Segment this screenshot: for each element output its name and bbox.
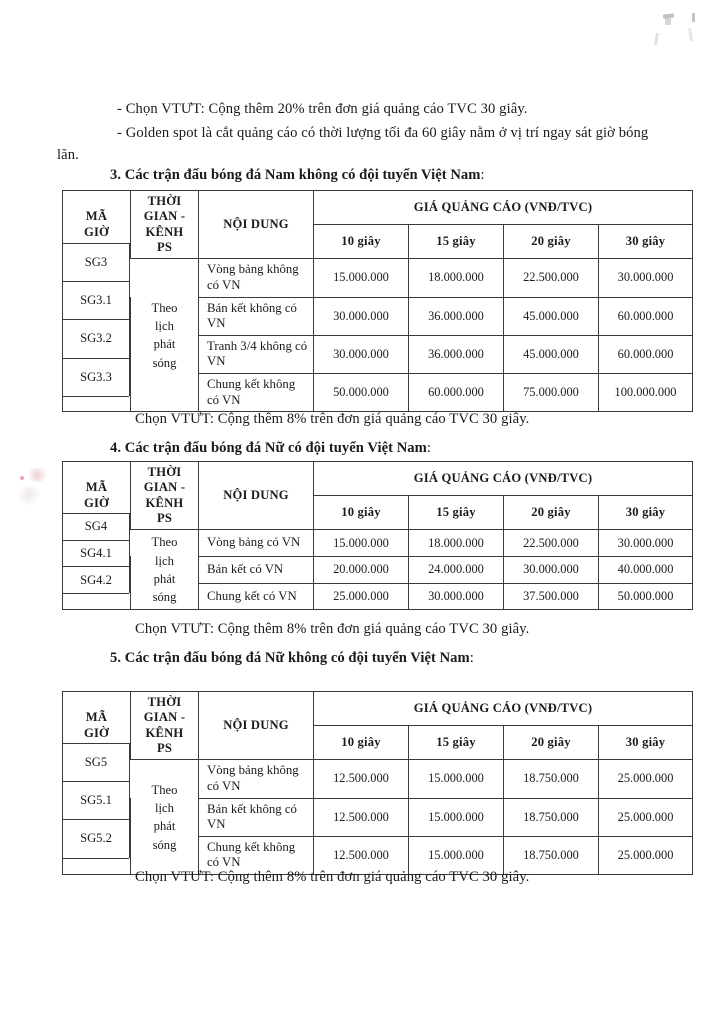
schedule-line1: Theo [151, 535, 178, 550]
cell-price-30s: 30.000.000 [599, 530, 693, 557]
cell-schedule [131, 530, 199, 610]
header-duration-15s: 15 giây [409, 726, 504, 760]
header-ma-gio-line1: MÃ [85, 209, 108, 224]
section-5-colon: : [469, 650, 474, 666]
schedule-line2: lịch [155, 553, 174, 568]
cell-ma-gio: SG4.1 [63, 541, 129, 568]
header-schedule-line4: PS [156, 741, 173, 756]
cell-noi-dung: Vòng bảng không có VN [199, 760, 314, 798]
header-schedule-line2: GIAN - [143, 480, 186, 495]
cell-price-10s: 30.000.000 [314, 335, 409, 373]
cell-price-10s: 30.000.000 [314, 297, 409, 335]
cell-price-15s: 15.000.000 [409, 760, 504, 798]
section-3-title: Các trận đấu bóng đá Nam không có đội tuyển Việt Nam [124, 167, 481, 183]
table-row [63, 760, 693, 798]
schedule-line2: lịch [155, 319, 174, 334]
header-noi-dung: NỘI DUNG [199, 692, 314, 760]
cell-price-15s: 36.000.000 [409, 335, 504, 373]
section-4-title: Các trận đấu bóng đá Nữ có đội tuyển Việt Nam [124, 440, 427, 456]
scan-artifact-mark [692, 13, 695, 22]
header-gia-quang-cao: GIÁ QUẢNG CÁO (VNĐ/TVC) [314, 692, 693, 726]
cell-price-30s: 50.000.000 [599, 583, 693, 610]
cell-price-15s: 30.000.000 [409, 583, 504, 610]
cell-price-15s: 18.000.000 [409, 259, 504, 297]
section-heading-5 [110, 650, 474, 667]
header-duration-30s: 30 giây [599, 496, 693, 530]
table-header-row-top [63, 462, 693, 496]
scan-artifact-streak [654, 33, 659, 45]
header-gia-quang-cao: GIÁ QUẢNG CÁO (VNĐ/TVC) [314, 462, 693, 496]
cell-price-30s: 60.000.000 [599, 297, 693, 335]
cell-ma-gio: SG4 [63, 514, 129, 541]
header-duration-10s: 10 giây [314, 726, 409, 760]
scan-artifact-mark [663, 13, 674, 18]
header-schedule-line1: THỜI [147, 465, 182, 479]
cell-noi-dung: Bán kết không có VN [199, 297, 314, 335]
header-schedule-line3: KÊNH [145, 725, 184, 740]
scan-artifact-mark [665, 18, 671, 25]
cell-price-30s: 40.000.000 [599, 557, 693, 584]
cell-price-30s: 60.000.000 [599, 335, 693, 373]
section-4-number: 4. [110, 440, 122, 456]
cell-ma-gio: SG5.2 [63, 820, 129, 858]
header-thoi-gian-kenh-ps [131, 191, 199, 259]
header-ma-gio-line1: MÃ [85, 710, 108, 725]
cell-price-15s: 24.000.000 [409, 557, 504, 584]
price-table-section-3 [62, 190, 693, 412]
header-duration-20s: 20 giây [504, 496, 599, 530]
cell-price-30s: 25.000.000 [599, 836, 693, 874]
header-gia-quang-cao: GIÁ QUẢNG CÁO (VNĐ/TVC) [314, 191, 693, 225]
schedule-line4: sóng [152, 837, 177, 852]
cell-noi-dung: Vòng bảng không có VN [199, 259, 314, 297]
cell-price-10s: 15.000.000 [314, 530, 409, 557]
cell-ma-gio: SG3.1 [63, 282, 129, 320]
header-schedule-line4: PS [156, 240, 173, 255]
section-3-note: Chọn VTƯT: Cộng thêm 8% trên đơn giá quảng cáo TVC 30 giây. [135, 411, 530, 427]
header-schedule-line1: THỜI [147, 695, 182, 709]
header-thoi-gian-kenh-ps [131, 692, 199, 760]
header-duration-20s: 20 giây [504, 726, 599, 760]
cell-price-20s: 22.500.000 [504, 530, 599, 557]
cell-ma-gio: SG3 [63, 244, 129, 282]
cell-price-20s: 18.750.000 [504, 836, 599, 874]
ma-gio-column-overlay [62, 743, 130, 858]
header-ma-gio-line2: GIỜ [83, 495, 110, 510]
schedule-line4: sóng [152, 590, 177, 605]
header-ma-gio-line1: MÃ [85, 480, 108, 495]
header-thoi-gian-kenh-ps [131, 462, 199, 530]
schedule-line3: phát [153, 819, 176, 834]
scan-artifact-speck [20, 476, 24, 480]
cell-price-15s: 15.000.000 [409, 836, 504, 874]
cell-ma-gio: SG3.3 [63, 359, 129, 397]
header-duration-15s: 15 giây [409, 225, 504, 259]
cell-price-15s: 36.000.000 [409, 297, 504, 335]
cell-ma-gio: SG3.2 [63, 320, 129, 358]
schedule-line3: phát [153, 571, 176, 586]
section-heading-4 [110, 440, 431, 457]
cell-price-30s: 100.000.000 [599, 374, 693, 412]
header-schedule-line3: KÊNH [145, 495, 184, 510]
cell-noi-dung: Tranh 3/4 không có VN [199, 335, 314, 373]
cell-price-10s: 25.000.000 [314, 583, 409, 610]
cell-price-10s: 50.000.000 [314, 374, 409, 412]
intro-line-golden-spot: - Golden spot là cắt quảng cáo có thời lượng tối đa 60 giây nằm ở vị trí ngay sát giờ bóng [117, 125, 649, 141]
scan-artifact-streak [688, 28, 693, 41]
ma-gio-column-overlay [62, 243, 130, 396]
header-duration-15s: 15 giây [409, 496, 504, 530]
header-duration-10s: 10 giây [314, 496, 409, 530]
header-ma-gio-line2: GIỜ [83, 725, 110, 740]
price-table-section-4 [62, 461, 693, 610]
header-schedule-line2: GIAN - [143, 710, 186, 725]
header-noi-dung: NỘI DUNG [199, 462, 314, 530]
section-5-number: 5. [110, 650, 122, 666]
cell-price-20s: 18.750.000 [504, 798, 599, 836]
header-duration-30s: 30 giây [599, 726, 693, 760]
cell-ma-gio: SG5 [63, 744, 129, 782]
table-header-row-top [63, 692, 693, 726]
section-4-colon: : [426, 440, 431, 456]
cell-price-20s: 75.000.000 [504, 374, 599, 412]
section-5-title: Các trận đấu bóng đá Nữ không có đội tuyển Việt Nam [124, 650, 470, 666]
header-ma-gio-line2: GIỜ [83, 224, 110, 239]
section-3-colon: : [480, 167, 485, 183]
cell-price-10s: 12.500.000 [314, 798, 409, 836]
header-schedule-line4: PS [156, 511, 173, 526]
cell-noi-dung: Vòng bảng có VN [199, 530, 314, 557]
header-duration-10s: 10 giây [314, 225, 409, 259]
cell-price-15s: 18.000.000 [409, 530, 504, 557]
cell-price-20s: 45.000.000 [504, 335, 599, 373]
schedule-line1: Theo [151, 300, 178, 315]
section-4-note: Chọn VTƯT: Cộng thêm 8% trên đơn giá quảng cáo TVC 30 giây. [135, 621, 530, 637]
cell-price-10s: 12.500.000 [314, 836, 409, 874]
cell-noi-dung: Chung kết có VN [199, 583, 314, 610]
table-header-row-top [63, 191, 693, 225]
cell-schedule [131, 760, 199, 875]
intro-line-continuation: lăn. [57, 147, 79, 163]
ma-gio-column-overlay [62, 513, 130, 593]
cell-noi-dung: Chung kết không có VN [199, 374, 314, 412]
table-row [63, 259, 693, 297]
schedule-line2: lịch [155, 801, 174, 816]
cell-schedule [131, 259, 199, 412]
header-schedule-line2: GIAN - [143, 209, 186, 224]
table-row [63, 530, 693, 557]
cell-price-20s: 37.500.000 [504, 583, 599, 610]
cell-price-10s: 12.500.000 [314, 760, 409, 798]
header-duration-20s: 20 giây [504, 225, 599, 259]
cell-price-20s: 22.500.000 [504, 259, 599, 297]
cell-price-20s: 45.000.000 [504, 297, 599, 335]
cell-price-30s: 30.000.000 [599, 259, 693, 297]
schedule-line3: phát [153, 337, 176, 352]
cell-price-15s: 15.000.000 [409, 798, 504, 836]
cell-price-30s: 25.000.000 [599, 798, 693, 836]
section-heading-3 [110, 167, 485, 184]
header-schedule-line3: KÊNH [145, 224, 184, 239]
schedule-line4: sóng [152, 355, 177, 370]
cell-noi-dung: Bán kết không có VN [199, 798, 314, 836]
header-duration-30s: 30 giây [599, 225, 693, 259]
intro-line-vtut: - Chọn VTƯT: Cộng thêm 20% trên đơn giá quảng cáo TVC 30 giây. [117, 101, 528, 117]
schedule-line1: Theo [151, 782, 178, 797]
cell-ma-gio: SG4.2 [63, 567, 129, 594]
cell-price-10s: 15.000.000 [314, 259, 409, 297]
scan-artifact-smudge [16, 487, 42, 505]
cell-price-15s: 60.000.000 [409, 374, 504, 412]
header-noi-dung: NỘI DUNG [199, 191, 314, 259]
cell-price-20s: 30.000.000 [504, 557, 599, 584]
price-table-section-5 [62, 691, 693, 875]
cell-price-30s: 25.000.000 [599, 760, 693, 798]
section-5-note: Chọn VTƯT: Cộng thêm 8% trên đơn giá quảng cáo TVC 30 giây. [135, 869, 530, 885]
header-schedule-line1: THỜI [147, 194, 182, 208]
cell-price-20s: 18.750.000 [504, 760, 599, 798]
cell-noi-dung: Chung kết không có VN [199, 836, 314, 874]
cell-ma-gio: SG5.1 [63, 782, 129, 820]
cell-price-10s: 20.000.000 [314, 557, 409, 584]
section-3-number: 3. [110, 167, 122, 183]
scan-artifact-smudge [29, 468, 49, 482]
cell-noi-dung: Bán kết có VN [199, 557, 314, 584]
